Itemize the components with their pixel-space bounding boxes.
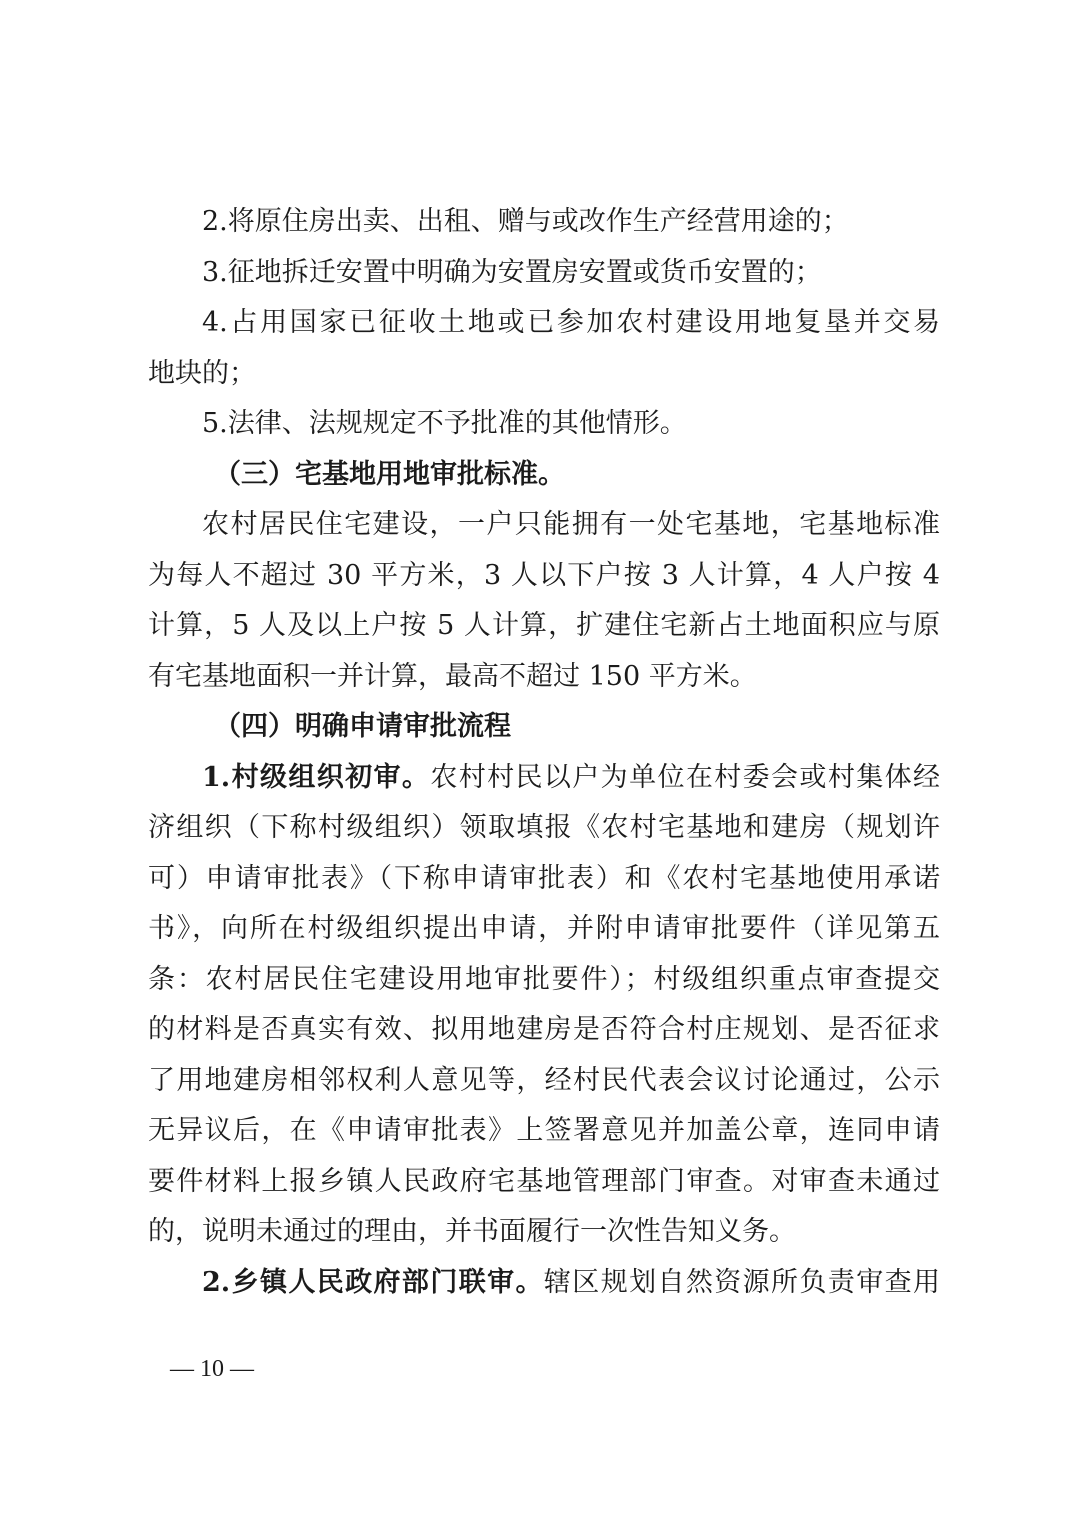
step-1-line: 了用地建房相邻权利人意见等，经村民代表会议讨论通过，公示 [148,1064,940,1096]
section-3-paragraph-line: 有宅基地面积一并计算，最高不超过 150 平方米。 [148,660,757,692]
exclusion-item-4-line-1: 4.占用国家已征收土地或已参加农村建设用地复垦并交易 [202,307,940,338]
step-1-line: 济组织（下称村级组织）领取填报《农村宅基地和建房（规划许 [148,812,940,843]
section-4-heading: （四）明确申请审批流程 [214,711,511,742]
document-body [148,197,940,1308]
step-2-lead: 2.乡镇人民政府部门联审。 [202,1266,544,1298]
step-1-line: 无异议后，在《申请审批表》上签署意见并加盖公章，连同申请 [148,1115,940,1146]
exclusion-item-3: 3.征地拆迁安置中明确为安置房安置或货币安置的； [202,256,822,288]
step-1-line: 书》，向所在村级组织提出申请，并附申请审批要件（详见第五 [148,913,940,944]
step-1-line: 要件材料上报乡镇人民政府宅基地管理部门审查。对审查未通过 [148,1165,940,1197]
exclusion-item-2: 2.将原住房出卖、出租、赠与或改作生产经营用途的； [202,206,849,237]
section-3-paragraph-line: 农村居民住宅建设，一户只能拥有一处宅基地，宅基地标准 [202,509,940,540]
step-2-text: 辖区规划自然资源所负责审查用 [543,1266,940,1298]
section-3-heading: （三）宅基地用地审批标准。 [214,458,565,490]
step-2-first-line [148,1258,940,1309]
step-1-line: 的材料是否真实有效、拟用地建房是否符合村庄规划、是否征求 [148,1014,940,1045]
step-1-first-line [148,753,940,804]
exclusion-item-5: 5.法律、法规规定不予批准的其他情形。 [202,408,687,439]
exclusion-item-4-line-2: 地块的； [148,357,256,389]
step-1-text: 农村村民以户为单位在村委会或村集体经 [430,761,940,793]
section-3-paragraph-line: 为每人不超过 30 平方米，3 人以下户按 3 人计算，4 人户按 4 [148,559,940,591]
step-1-line: 的，说明未通过的理由，并书面履行一次性告知义务。 [148,1216,796,1247]
page-number: — 10 — [170,1356,254,1382]
step-1-lead: 1.村级组织初审。 [202,761,431,793]
step-1-line: 可）申请审批表》（下称申请审批表）和《农村宅基地使用承诺 [148,862,940,894]
step-1-line: 条：农村居民住宅建设用地审批要件）；村级组织重点审查提交 [148,963,940,995]
section-3-paragraph-line: 计算，5 人及以上户按 5 人计算，扩建住宅新占土地面积应与原 [148,610,940,641]
